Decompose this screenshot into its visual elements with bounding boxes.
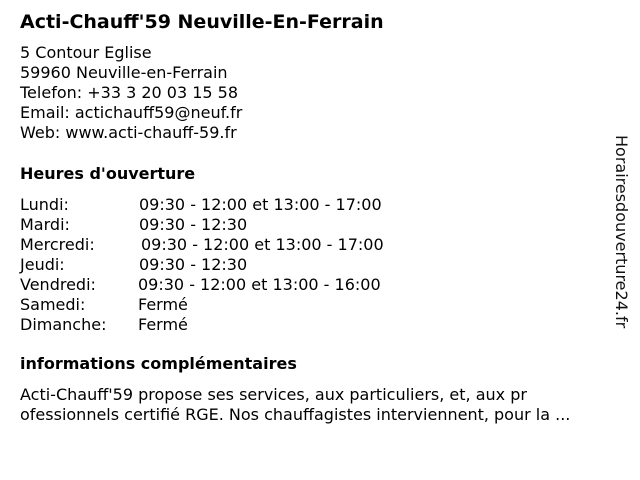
time-value: 09:30 - 12:00 et 13:00 - 16:00 (138, 275, 381, 294)
additional-info-heading: informations complémentaires (20, 354, 297, 373)
email-address: Email: actichauff59@neuf.fr (20, 103, 243, 122)
description-line: Acti-Chauff'59 propose ses services, aux particuliers, et, aux pr (20, 385, 527, 404)
day-label: Jeudi: (20, 255, 65, 274)
opening-hours-table (20, 195, 440, 335)
day-label: Mardi: (20, 215, 70, 234)
hours-row-thursday (20, 255, 440, 275)
hours-row-monday (20, 195, 440, 215)
contact-block (20, 43, 242, 143)
address-city: 59960 Neuville-en-Ferrain (20, 63, 228, 82)
website: Web: www.acti-chauff-59.fr (20, 123, 237, 142)
hours-row-sunday (20, 315, 440, 335)
address-street: 5 Contour Eglise (20, 43, 152, 62)
phone-number: Telefon: +33 3 20 03 15 58 (20, 83, 239, 102)
time-value: 09:30 - 12:30 (139, 255, 248, 274)
time-value: 09:30 - 12:30 (139, 215, 248, 234)
time-value: 09:30 - 12:00 et 13:00 - 17:00 (139, 195, 382, 214)
business-description (20, 385, 620, 425)
site-watermark (610, 135, 632, 345)
time-value: Fermé (138, 295, 188, 314)
day-label: Samedi: (20, 295, 86, 314)
time-value: 09:30 - 12:00 et 13:00 - 17:00 (141, 235, 384, 254)
business-name: Acti-Chauff'59 Neuville-En-Ferrain (20, 11, 384, 33)
day-label: Lundi: (20, 195, 69, 214)
watermark-text: Horairesdouverture24.fr (612, 135, 631, 329)
time-value: Fermé (138, 315, 188, 334)
hours-row-friday (20, 275, 440, 295)
description-line: ofessionnels certifié RGE. Nos chauffagistes interviennent, pour la ... (20, 405, 571, 424)
day-label: Dimanche: (20, 315, 107, 334)
hours-row-saturday (20, 295, 440, 315)
day-label: Vendredi: (20, 275, 96, 294)
hours-row-wednesday (20, 235, 440, 255)
hours-row-tuesday (20, 215, 440, 235)
day-label: Mercredi: (20, 235, 95, 254)
opening-hours-heading: Heures d'ouverture (20, 164, 196, 183)
